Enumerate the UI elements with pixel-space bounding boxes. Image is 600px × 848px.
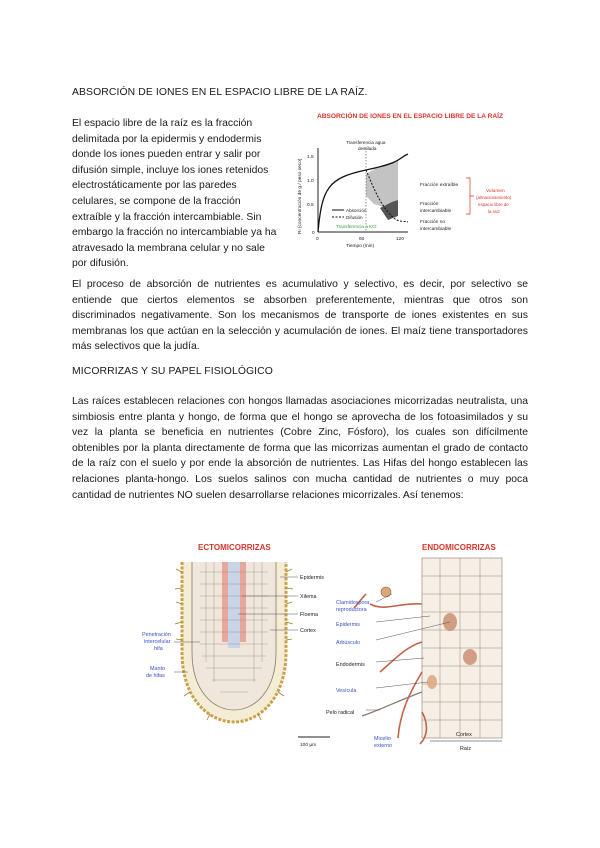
endo-label-clamidospora: reproductora	[336, 607, 367, 613]
ecto-label-manto: Manto	[150, 666, 165, 672]
volume-bracket	[466, 178, 474, 214]
y-tick-label: 0.5	[307, 203, 314, 208]
ecto-label-penetracion: Penetración	[142, 632, 171, 638]
text-line: atravesado la membrana celular y no sale	[72, 242, 265, 254]
volume-label: la raíz	[488, 209, 500, 214]
top-label: Transferencia agua	[346, 140, 386, 145]
ecto-label-penetracion: hifa	[154, 646, 163, 652]
endo-title: ENDOMICORRIZAS	[422, 543, 496, 552]
kcl-label: Transferencia a KCl	[336, 224, 377, 229]
endo-hyphae	[354, 594, 426, 744]
y-tick-label: 0	[312, 231, 315, 236]
legend-label: Absorción	[346, 208, 367, 213]
figure-title: ABSORCIÓN DE IONES EN EL ESPACIO LIBRE DE LA RAÍZ	[317, 113, 503, 120]
endo-label-raiz: Raíz	[460, 746, 472, 752]
volume-label: (almacenamiento)	[476, 195, 512, 200]
x-tick-label: 0	[316, 237, 319, 242]
text-line: extraíble y la fracción intercambiable. Sin	[72, 211, 262, 223]
text-line: electrostáticamente por las paredes	[72, 180, 237, 192]
ecto-label-penetracion: intercelular	[144, 639, 171, 645]
y-axis-label: Ri (concentración de g / peso seco)	[298, 158, 303, 234]
ecto-label-cortex: Cortex	[300, 628, 316, 634]
endo-label-clamidospora: Clamidospora	[336, 600, 370, 606]
ecto-title: ECTOMICORRIZAS	[198, 543, 271, 552]
endo-root-drawing	[354, 558, 502, 744]
endo-label-micelio: externo	[374, 743, 392, 749]
text-line: El espacio libre de la raíz es la fracción	[72, 118, 253, 129]
x-axis-label: Tiempo (min)	[346, 244, 375, 249]
absorcion-figure	[288, 108, 520, 258]
endo-label-pelo: Pelo radical	[326, 710, 355, 716]
ecto-label-floema: Floema	[300, 612, 318, 618]
y-tick-label: 1.0	[307, 179, 314, 184]
text-line: donde los iones pueden entrar y salir por	[72, 149, 261, 161]
x-tick-label: 120	[396, 237, 405, 242]
text-line: embargo la fracción no intercambiable ya ha	[72, 227, 277, 239]
fraction-extraible-area	[366, 160, 398, 208]
volume-label: espacio libre de	[478, 202, 509, 207]
y-tick-label: 1.5	[307, 155, 314, 160]
ecto-label-epidermis: Epidermis	[300, 575, 324, 581]
endo-label-micelio: Micelio	[374, 736, 391, 742]
endo-label-cortex: Cortex	[456, 732, 472, 738]
volume-label: Volumen	[486, 189, 505, 194]
fraction-label: Fracción no	[420, 220, 446, 225]
fraction-label: intercambiable	[420, 227, 452, 232]
x-tick-label: 60	[359, 237, 365, 242]
endo-label-vesicula: Vesícula	[336, 688, 357, 694]
text-line: delimitada por la epidermis y endodermis	[72, 133, 262, 145]
top-label: destilada	[358, 146, 377, 151]
fraction-label: intercambiable	[420, 209, 452, 214]
endo-root-hair	[362, 692, 422, 716]
endo-label-epidermis: Epidermis	[336, 622, 360, 628]
ecto-label-manto: de hifas	[146, 673, 165, 679]
ecto-scale-label: 100 µm	[300, 743, 317, 748]
text-line: difusión simple, incluye los iones retenidos	[72, 164, 269, 176]
micorrizas-figure	[130, 532, 530, 754]
ecto-label-xilema: Xilema	[300, 594, 317, 600]
legend-label: Difusión	[346, 215, 363, 220]
section-heading-absorcion: ABSORCIÓN DE IONES EN EL ESPACIO LIBRE DE LA RAÍZ.	[72, 87, 368, 98]
text-line: por difusión.	[72, 258, 129, 270]
fraction-label: Fracción extraíble	[420, 183, 459, 188]
text-line: celulares, se compone de la fracción	[72, 196, 241, 207]
paragraph-proceso: El proceso de absorción de nutrientes es acumulativo y selectivo, es decir, por selectivo se entiende que ciertos elementos se absorben preferentemente, mientras que otros son discriminados negativamente. Son los mecanismos de transporte de iones existentes en sus membranas los que actúan en la selección y acumulación de iones. El maíz tiene transportadores más selectivos que la judía.	[72, 279, 528, 353]
fraction-label: Fracción	[420, 202, 439, 207]
endo-label-endodermis: Endodermis	[336, 662, 365, 668]
ecto-phloem	[228, 562, 240, 648]
section-heading-micorrizas: MICORRIZAS Y SU PAPEL FISIOLÓGICO	[72, 366, 273, 377]
paragraph-micorrizas: Las raíces establecen relaciones con hongos llamadas asociaciones micorrizadas neutralista, una simbiosis entre planta y hongo, de forma que el hongo se aprovecha de los fotoasimilados y su vez la planta se beneficia en nutrientes (Cobre Zinc, Fósforo), los cuales son difícilmente obtenibles por la planta directamente de forma que las micorrizas aumentan el grado de contacto de la raíz con el suelo y por ende la absorción de nutrientes. Las Hifas del hongo establecen las relaciones planta-hongo. Los suelos salinos con mucha cantidad de nutrientes o muy poca cantidad de nutrientes NO suelen desarrollarse relaciones micorrizales. Así tenemos:	[72, 396, 528, 501]
endo-label-arbusculo: Arbúsculo	[336, 640, 360, 646]
endo-vesicle	[427, 675, 437, 689]
endo-arbuscule	[463, 649, 477, 665]
